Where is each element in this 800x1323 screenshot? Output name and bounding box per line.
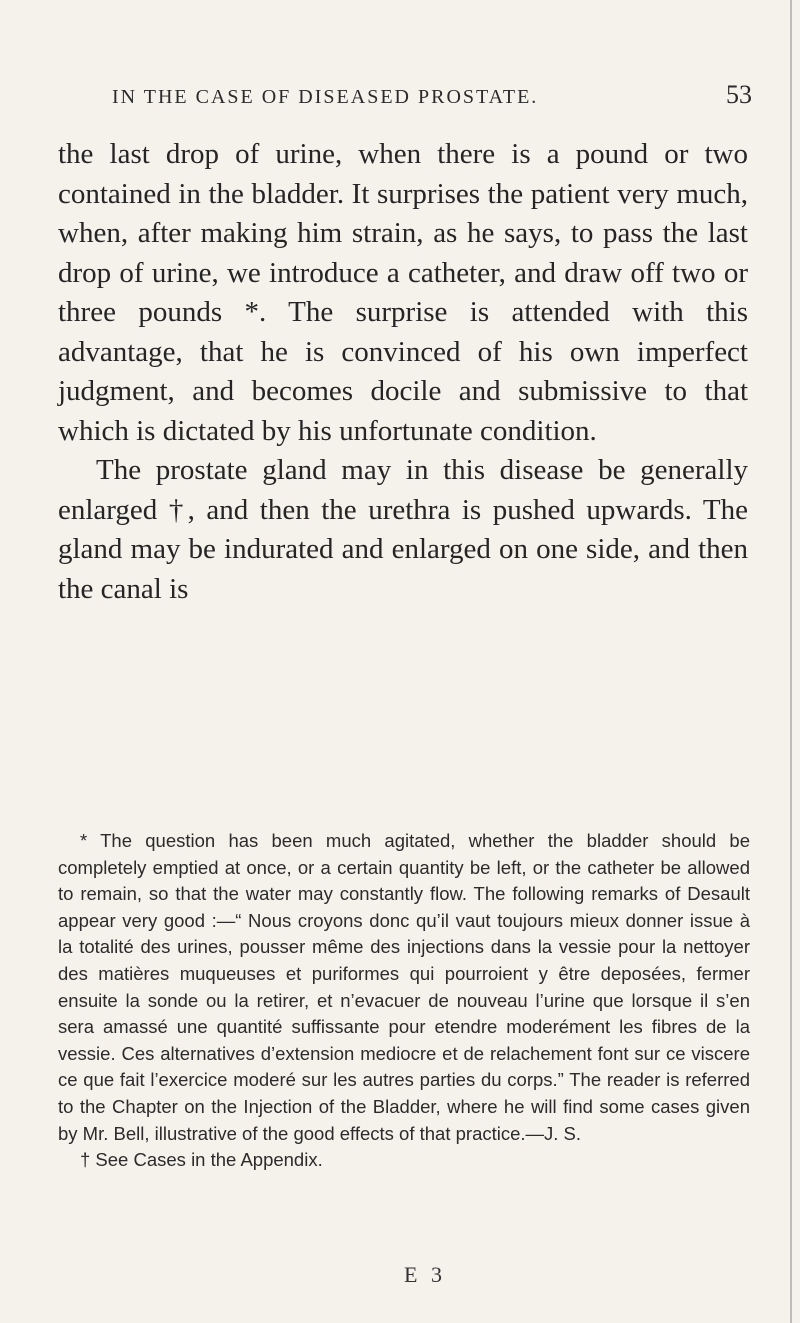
page-header bbox=[112, 80, 752, 120]
page-edge-line bbox=[790, 0, 792, 1323]
body-paragraph-1: the last drop of urine, when there is a pound or two contained in the bladder. It surprises the patient very much, when, after making him strain, as he says, to pass the last drop of urine, we introduce a catheter, and draw off two or three pounds *. The surprise is attended with this advantage, that he is convinced of his own imperfect judgment, and becomes docile and submissive to that which is dictated by his unfortunate condition. bbox=[58, 138, 748, 447]
signature-mark: E 3 bbox=[404, 1262, 446, 1287]
footnote-2: † See Cases in the Appendix. bbox=[80, 1149, 323, 1171]
body-paragraph-2: The prostate gland may in this disease be generally enlarged †, and then the urethra is pushed upwards. The gland may be indurated and enlarged on one side, and then the canal is bbox=[58, 454, 748, 605]
running-title: IN THE CASE OF DISEASED PROSTATE. bbox=[112, 86, 539, 108]
page-number: 53 bbox=[726, 80, 752, 109]
footnotes bbox=[58, 828, 750, 1174]
footnote-1: * The question has been much agitated, whether the bladder should be completely emptied at once, or a certain quantity be left, or the catheter be allowed to remain, so that the water may constantly flow. The following remarks of Desault appear very good :—“ Nous croyons donc qu’il vaut toujours mieux donner issue à la totalité des urines, pousser même des injections dans la vessie pour la nettoyer des matières muqueuses et puriformes qui pourroient y être deposées, fermer ensuite la sonde ou la retirer, et n’evacuer de nouveau l’urine que lorsque il s’en sera amassé une quantité suffissante pour etendre moderément les fibres de la vessie. Ces alternatives d’extension mediocre et de relachement font sur ce viscere ce que fait l’exercice moderé sur les autres parties du corps.” The reader is referred to the Chapter on the Injection of the Bladder, where he will find some cases given by Mr. Bell, illustrative of the good effects of that practice.—J. S. bbox=[58, 830, 750, 1144]
main-text bbox=[58, 135, 748, 609]
